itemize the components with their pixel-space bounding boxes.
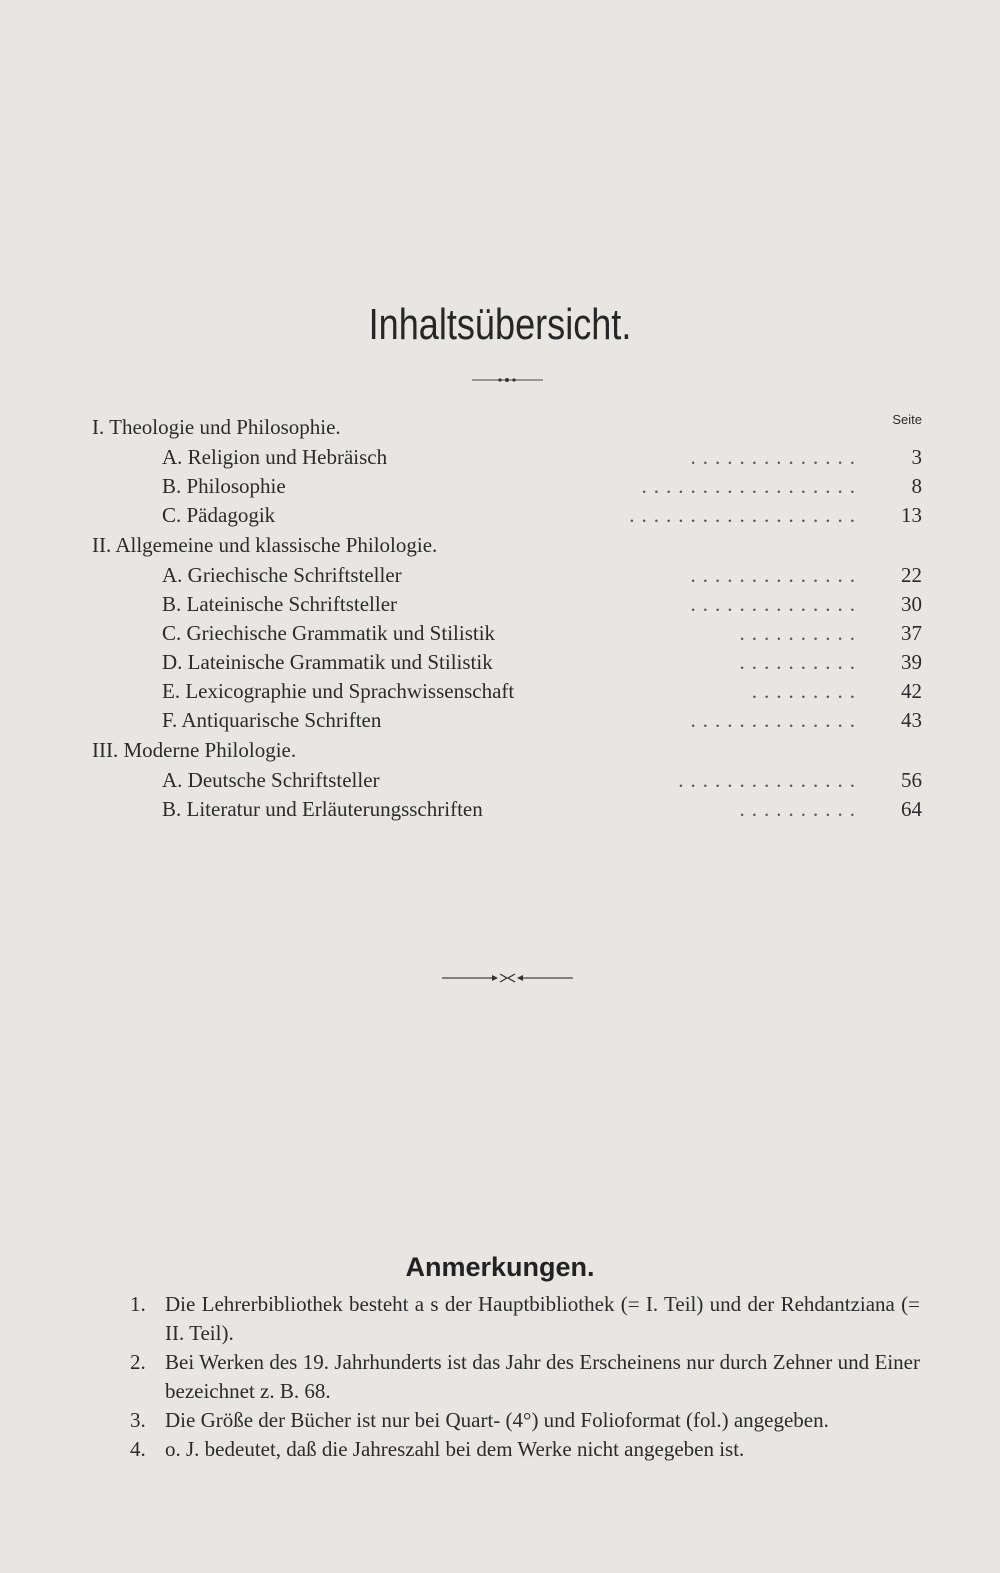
toc-entry-label: III. Moderne Philologie. <box>92 738 297 762</box>
toc-page-number: 22 <box>901 563 922 587</box>
toc-section <box>92 735 922 766</box>
note-number: 1. <box>130 1292 146 1316</box>
toc-entry-label: I. Theologie und Philosophie. <box>92 415 341 439</box>
toc-entry-label: A. Griechische Schriftsteller <box>162 563 402 587</box>
toc-entry-label: C. Griechische Grammatik und Stilistik <box>162 621 496 645</box>
note-number: 3. <box>130 1408 146 1432</box>
page-column-header: Seite <box>892 412 922 427</box>
table-of-contents <box>92 412 922 824</box>
ornament-divider-top <box>470 370 545 390</box>
toc-entry <box>92 590 922 619</box>
toc-leader-dots: ............... <box>678 768 862 792</box>
toc-leader-dots: .............. <box>690 563 862 587</box>
toc-page-number: 8 <box>911 474 922 498</box>
toc-entry <box>92 795 922 824</box>
toc-entry-label: D. Lateinische Grammatik und Stilistik <box>162 650 493 674</box>
toc-page-number: 30 <box>901 592 922 616</box>
toc-page-number: 64 <box>901 797 922 821</box>
note-item <box>130 1290 920 1348</box>
toc-leader-dots: ................... <box>629 503 862 527</box>
toc-entry <box>92 472 922 501</box>
toc-entry-label: II. Allgemeine und klassische Philologie. <box>92 533 438 557</box>
page-title: Inhaltsübersicht. <box>368 300 632 349</box>
toc-leader-dots: ......... <box>751 679 862 703</box>
toc-entry-label: B. Lateinische Schriftsteller <box>162 592 398 616</box>
note-item <box>130 1348 920 1406</box>
toc-entry <box>92 501 922 530</box>
notes-heading: Anmerkungen. <box>405 1252 595 1282</box>
toc-entry-label: B. Philosophie <box>162 474 286 498</box>
toc-entry-label: A. Religion und Hebräisch <box>162 445 388 469</box>
toc-section <box>92 530 922 561</box>
toc-page-number: 13 <box>901 503 922 527</box>
toc-page-number: 43 <box>901 708 922 732</box>
toc-entry-label: F. Antiquarische Schriften <box>162 708 382 732</box>
toc-leader-dots: .......... <box>739 797 862 821</box>
toc-page-number: 42 <box>901 679 922 703</box>
toc-entry <box>92 619 922 648</box>
toc-page-number: 56 <box>901 768 922 792</box>
note-text: Die Lehrerbibliothek besteht a s der Hauptbibliothek (= I. Teil) und der Rehdantziana (= II. Teil). <box>165 1292 920 1345</box>
note-text: o. J. bedeutet, daß die Jahreszahl bei dem Werke nicht angegeben ist. <box>165 1437 745 1461</box>
toc-leader-dots: .................. <box>641 474 862 498</box>
toc-entry <box>92 443 922 472</box>
toc-entry-label: C. Pädagogik <box>162 503 276 527</box>
note-item <box>130 1435 920 1464</box>
toc-section <box>92 412 922 443</box>
toc-entry <box>92 677 922 706</box>
toc-entry-label: A. Deutsche Schriftsteller <box>162 768 380 792</box>
toc-entry <box>92 648 922 677</box>
note-item <box>130 1406 920 1435</box>
toc-entry <box>92 706 922 735</box>
toc-entry <box>92 766 922 795</box>
toc-entry-label: B. Literatur und Erläuterungsschriften <box>162 797 483 821</box>
toc-leader-dots: .............. <box>690 445 862 469</box>
toc-leader-dots: .............. <box>690 592 862 616</box>
toc-leader-dots: .......... <box>739 650 862 674</box>
toc-entry-label: E. Lexicographie und Sprachwissenschaft <box>162 679 515 703</box>
note-number: 4. <box>130 1437 146 1461</box>
note-number: 2. <box>130 1350 146 1374</box>
note-text: Bei Werken des 19. Jahrhunderts ist das Jahr des Erscheinens nur durch Zehner und Einer bezeichnet z. B. 68. <box>165 1350 920 1403</box>
toc-leader-dots: .............. <box>690 708 862 732</box>
toc-leader-dots: .......... <box>739 621 862 645</box>
toc-page-number: 39 <box>901 650 922 674</box>
toc-page-number: 37 <box>901 621 922 645</box>
ornament-divider-bottom <box>440 968 575 988</box>
notes-list <box>130 1290 920 1464</box>
toc-entry <box>92 561 922 590</box>
toc-page-number: 3 <box>911 445 922 469</box>
note-text: Die Größe der Bücher ist nur bei Quart- (4°) und Folioformat (fol.) angegeben. <box>165 1408 829 1432</box>
